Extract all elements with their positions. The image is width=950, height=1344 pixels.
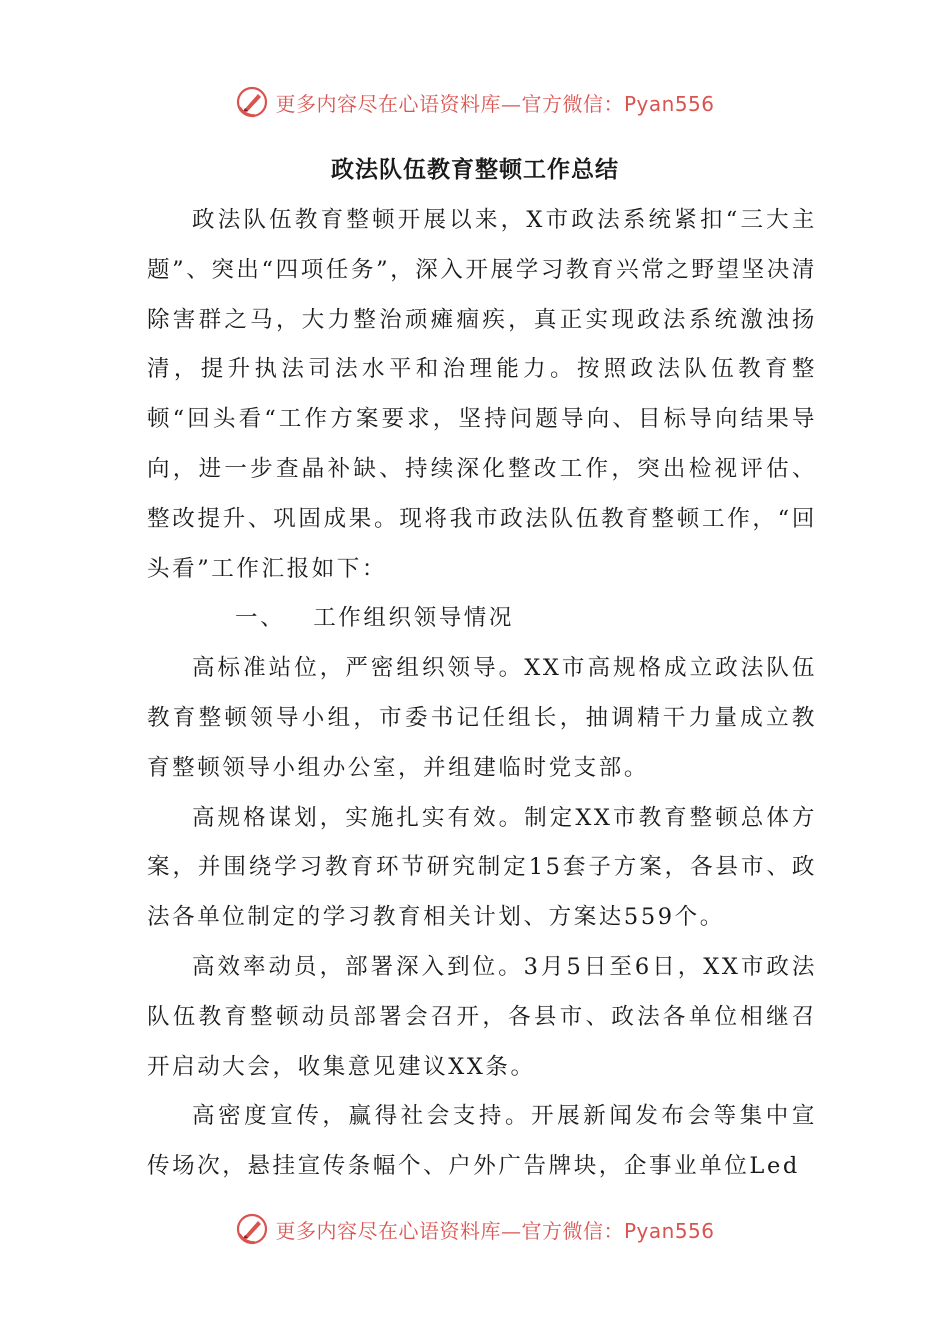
intro-paragraph: 政法队伍教育整顿开展以来，X市政法系统紧扣“三大主题”、突出“四项任务”，深入开展学习教育兴常之野望坚决清除害群之马，大力整治顽瘫痼疾，真正实现政法系统激浊扬清，提升执法司法水平和治理能力。按照政法队伍教育整顿“回头看“工作方案要求，坚持问题导向、目标导向结果导向，进一步查晶补缺、持续深化整改工作，突出检视评估、整改提升、巩固成果。现将我市政法队伍教育整顿工作，“回头看”工作汇报如下： [147, 207, 817, 582]
document-body [147, 196, 817, 1192]
section-number: 一、 [235, 605, 286, 632]
watermark-banner-bottom [0, 1207, 950, 1251]
body-paragraph: 高密度宣传，赢得社会支持。开展新闻发布会等集中宣传场次，悬挂宣传条幅个、户外广告牌块，企事业单位Led [147, 1103, 817, 1180]
watermark-text: 更多内容尽在心语资料库—官方微信：Pyan556 [275, 91, 715, 116]
pen-logo-icon [235, 85, 269, 119]
pen-logo-icon [235, 1212, 269, 1246]
watermark-text: 更多内容尽在心语资料库—官方微信：Pyan556 [275, 1218, 715, 1243]
section-heading-text: 工作组织领导情况 [313, 605, 515, 632]
document-title: 政法队伍教育整顿工作总结 [331, 157, 619, 183]
body-paragraph: 高标准站位，严密组织领导。XX市高规格成立政法队伍教育整顿领导小组，市委书记任组长，抽调精干力量成立教育整顿领导小组办公室，并组建临时党支部。 [147, 655, 817, 781]
section-heading-1 [147, 594, 817, 644]
body-paragraph: 高效率动员，部署深入到位。3月5日至6日，XX市政法队伍教育整顿动员部署会召开，各县市、政法各单位相继召开启动大会，收集意见建议XX条。 [147, 953, 817, 1080]
watermark-account: Pyan556 [623, 91, 715, 116]
body-paragraph: 高规格谋划，实施扎实有效。制定XX市教育整顿总体方案，并围绕学习教育环节研究制定15套子方案，各县市、政法各单位制定的学习教育相关计划、方案达559个。 [147, 804, 817, 931]
watermark-banner-top [0, 80, 950, 124]
watermark-account: Pyan556 [623, 1218, 715, 1243]
